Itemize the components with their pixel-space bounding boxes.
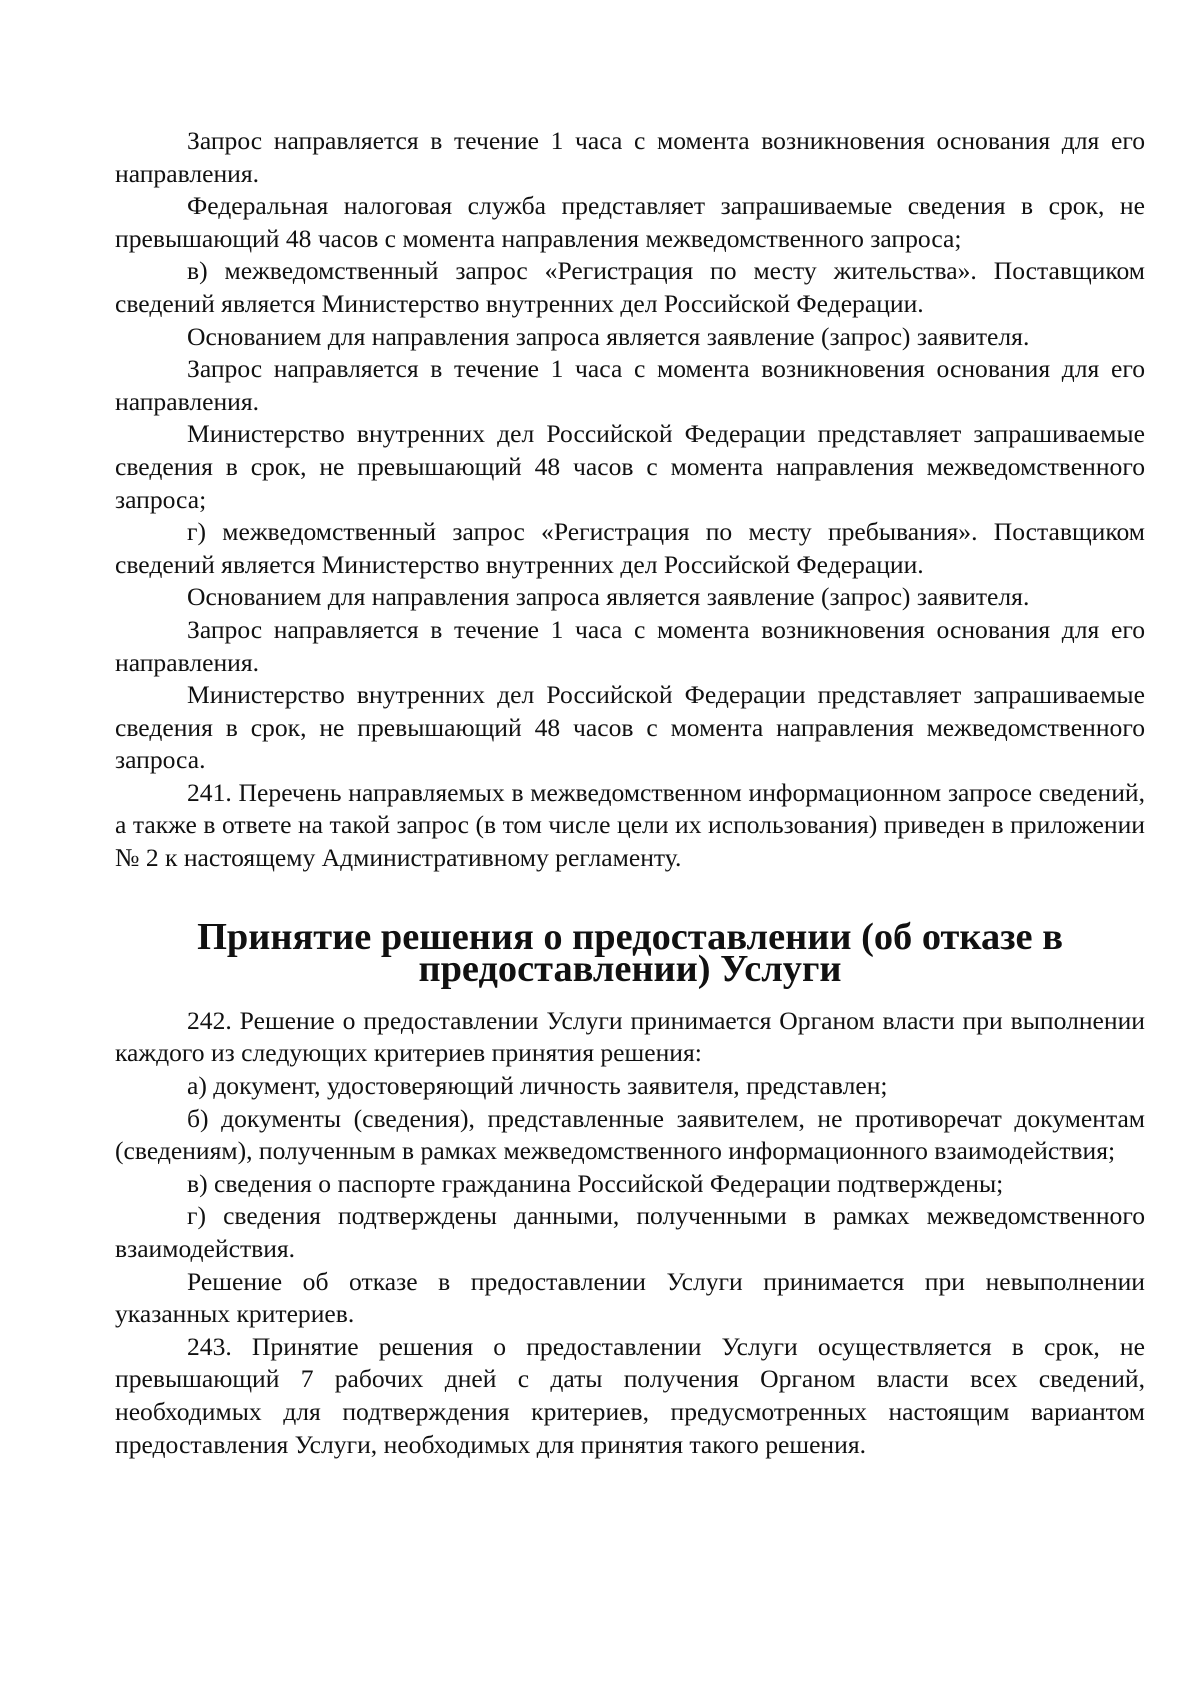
paragraph: Министерство внутренних дел Российской Федерации представляет запрашиваемые сведения в срок, не превышающий 48 часов с момента направления межведомственного запроса;: [115, 419, 1145, 514]
paragraph: в) сведения о паспорте гражданина Российской Федерации подтверждены;: [187, 1168, 1004, 1198]
paragraph: 241. Перечень направляемых в межведомственном информационном запросе сведений, а также в ответе на такой запрос (в том числе цели их использования) приведен в приложении № 2 к настоящему Административному регламенту.: [115, 777, 1145, 873]
paragraph: Федеральная налоговая служба представляет запрашиваемые сведения в срок, не превышающий 48 часов с момента направления межведомственного запроса;: [115, 191, 1145, 253]
paragraph: а) документ, удостоверяющий личность заявителя, представлен;: [187, 1071, 888, 1101]
paragraph: Министерство внутренних дел Российской Федерации представляет запрашиваемые сведения в срок, не превышающий 48 часов с момента направления межведомственного запроса.: [115, 680, 1145, 775]
section-heading: Принятие решения о предоставлении (об отказе в предоставлении) Услуги: [197, 915, 1063, 991]
paragraph: Запрос направляется в течение 1 часа с момента возникновения основания для его направления.: [115, 354, 1145, 416]
paragraph: г) сведения подтверждены данными, полученными в рамках межведомственного взаимодействия.: [115, 1201, 1145, 1263]
paragraph: Запрос направляется в течение 1 часа с момента возникновения основания для его направления.: [115, 126, 1145, 188]
paragraph: б) документы (сведения), представленные заявителем, не противоречат документам (сведениям), полученным в рамках межведомственного информационного взаимодействия;: [115, 1103, 1145, 1166]
paragraph: Основанием для направления запроса является заявление (запрос) заявителя.: [187, 582, 1030, 612]
paragraph: Решение об отказе в предоставлении Услуги принимается при невыполнении указанных критериев.: [115, 1266, 1145, 1329]
paragraph: 243. Принятие решения о предоставлении Услуги осуществляется в срок, не превышающий 7 рабочих дней с даты получения Органом власти всех сведений, необходимых для подтверждения критериев, предусмотренных настоящим вариантом предоставления Услуги, необходимых для принятия такого решения.: [115, 1331, 1145, 1459]
document-body: [115, 125, 1145, 1461]
paragraph: г) межведомственный запрос «Регистрация по месту пребывания». Поставщиком сведений является Министерство внутренних дел Российской Федерации.: [115, 517, 1145, 579]
paragraph: Запрос направляется в течение 1 часа с момента возникновения основания для его направления.: [115, 614, 1145, 677]
paragraph: Основанием для направления запроса является заявление (запрос) заявителя.: [187, 321, 1030, 351]
paragraph: в) межведомственный запрос «Регистрация по месту жительства». Поставщиком сведений является Министерство внутренних дел Российской Федерации.: [115, 256, 1145, 318]
paragraph: 242. Решение о предоставлении Услуги принимается Органом власти при выполнении каждого из следующих критериев принятия решения:: [115, 1005, 1145, 1068]
